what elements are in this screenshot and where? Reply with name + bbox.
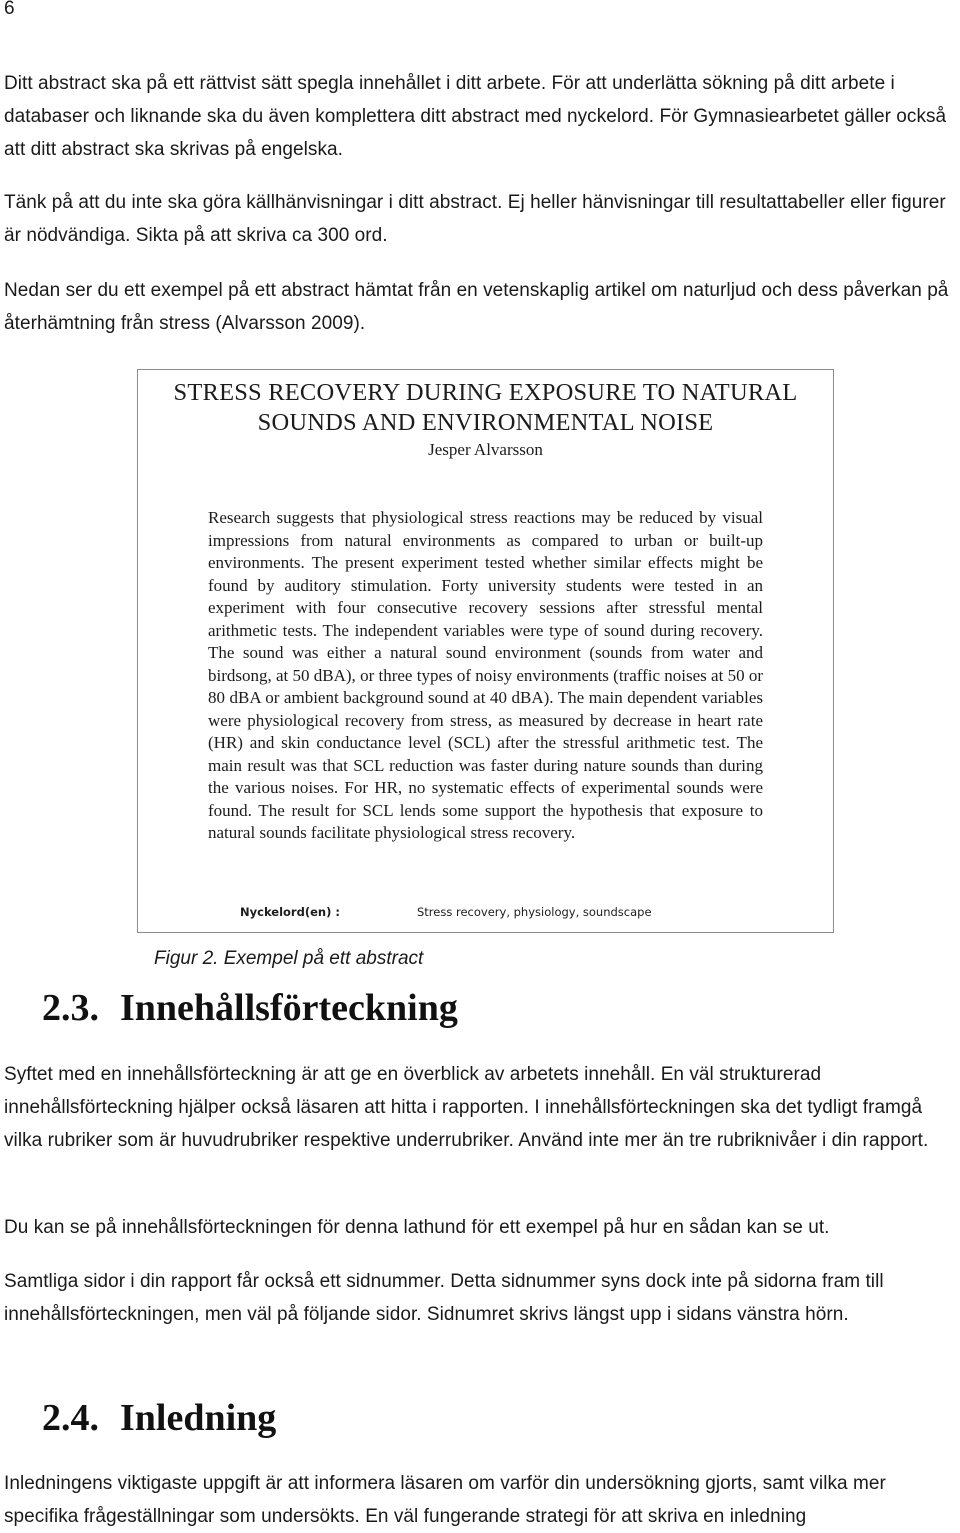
paragraph-intro-purpose: Inledningens viktigaste uppgift är att informera läsaren om varför din undersökning gjorts, samt vilka mer specifika frågeställningar som undersökts. En väl fungerande strategi för att skriva en inledning — [4, 1473, 886, 1527]
paragraph-toc-purpose: Syftet med en innehållsförteckning är att ge en överblick av arbetets innehåll. En väl strukturerad innehållsförteckning hjälper också läsaren att hitta i rapporten. I innehållsförteckningen ska det tydligt framgå vilka rubriker som är huvudrubriker respektive underrubriker. Använd inte mer än tre rubriknivåer i din rapport. — [4, 1064, 929, 1151]
section-number: 2.3. — [42, 987, 99, 1029]
figure-keywords: Stress recovery, physiology, soundscape — [417, 905, 652, 919]
figure-caption: Figur 2. Exempel på ett abstract — [154, 948, 424, 969]
section-heading-toc — [42, 986, 458, 1030]
section-heading-intro — [42, 1396, 276, 1440]
paragraph-abstract-example-intro: Nedan ser du ett exempel på ett abstract hämtat från en vetenskaplig artikel om naturljud och dess påverkan på återhämtning från stress (Alvarsson 2009). — [4, 280, 949, 334]
section-number: 2.4. — [42, 1397, 99, 1439]
figure-title — [138, 378, 833, 438]
figure-author: Jesper Alvarsson — [428, 440, 543, 459]
page-number: 6 — [4, 0, 15, 19]
paragraph-abstract-references: Tänk på att du inte ska göra källhänvisningar i ditt abstract. Ej heller hänvisningar till resultattabeller eller figurer är nödvändiga. Sikta på att skriva ca 300 ord. — [4, 192, 946, 246]
paragraph-toc-example: Du kan se på innehållsförteckningen för denna lathund för ett exempel på hur en sådan kan se ut. — [4, 1217, 830, 1238]
figure-abstract-text: Research suggests that physiological stress reactions may be reduced by visual impressions from natural environments as compared to urban or built-up environments. The present experiment tested whether similar effects might be found by auditory stimulation. Forty university students were tested in an experiment with four consecutive recovery sessions after stressful mental arithmetic tests. The independent variables were type of sound during recovery. The sound was either a natural sound environment (sounds from water and birdsong, at 50 dBA), or three types of noisy environments (traffic noises at 50 or 80 dBA or ambient background sound at 40 dBA). The main dependent variables were physiological recovery from stress, as measured by decrease in heart rate (HR) and skin conductance level (SCL) after the stressful arithmetic test. The main result was that SCL reduction was faster during nature sounds than during the various noises. For HR, no systematic effects of experimental sounds were found. The result for SCL lends some support the hypothesis that exposure to natural sounds facilitate physiological stress recovery. — [208, 508, 763, 842]
section-title: Innehållsförteckning — [120, 987, 458, 1029]
figure-keywords-label: Nyckelord(en) : — [240, 905, 340, 919]
paragraph-page-numbers: Samtliga sidor i din rapport får också ett sidnummer. Detta sidnummer syns dock inte på sidorna fram till innehållsförteckningen, men väl på följande sidor. Sidnumret skrivs längst upp i sidans vänstra hörn. — [4, 1271, 884, 1325]
figure-title-line-2: SOUNDS AND ENVIRONMENTAL NOISE — [257, 409, 714, 436]
figure-title-line-1: STRESS RECOVERY DURING EXPOSURE TO NATURAL — [173, 379, 798, 406]
paragraph-abstract-purpose: Ditt abstract ska på ett rättvist sätt spegla innehållet i ditt arbete. För att underlätta sökning på ditt arbete i databaser och liknande ska du även komplettera ditt abstract med nyckelord. För Gymnasiearbetet gäller också att ditt abstract ska skrivas på engelska. — [4, 73, 947, 160]
section-title: Inledning — [120, 1397, 277, 1439]
abstract-example-figure — [137, 369, 834, 933]
